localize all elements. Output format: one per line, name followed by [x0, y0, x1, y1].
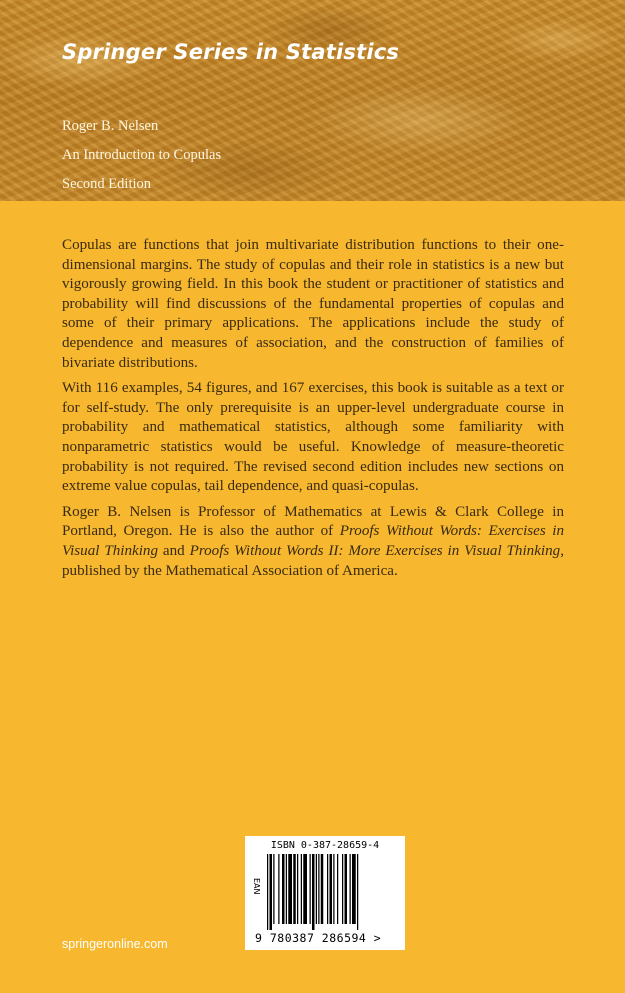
- bio-text-start: Roger B. Nelsen is Professor of Mathematics at Lewis & Clark College in Portland, Oregon. He is also the author of: [62, 503, 564, 540]
- description-paragraph-1: Copulas are functions that join multivariate distribution functions to their one-dimensional margins. The study of copulas and their role in statistics is a new but vigorously growing field. In this book the student or practitioner of statistics and probability will find discussions of the fundamental properties of copulas and some of their primary applications. The applications include the study of dependence and measures of association, and the construction of families of bivariate distributions.: [62, 237, 564, 371]
- book-title: An Introduction to Copulas: [62, 147, 222, 163]
- barcode-bars: [267, 854, 397, 930]
- barcode-digits: 9 780387 286594 >: [255, 931, 382, 945]
- bio-text-end: , published by the Mathematical Association of America.: [62, 542, 564, 579]
- website-link[interactable]: springeronline.com: [62, 937, 168, 951]
- description-text: [62, 236, 564, 587]
- description-paragraph-2: With 116 examples, 54 figures, and 167 exercises, this book is suitable as a text or for self-study. The only prerequisite is an upper-level undergraduate course in probability and mathematical statistics, although some familiarity with nonparametric statistics would be useful. Knowledge of measure-theoretic probability is not required. The revised second edition includes new sections on extreme value copulas, tail dependence, and quasi-copulas.: [62, 380, 564, 495]
- bio-book-2: Proofs Without Words II: More Exercises in Visual Thinking: [189, 542, 561, 559]
- bio-book-1: Proofs Without Words: Exercises in Visual Thinking: [62, 523, 565, 559]
- author-bio-paragraph: [62, 503, 564, 581]
- isbn-label: ISBN 0-387-28659-4: [270, 840, 380, 851]
- barcode-box: [245, 836, 405, 950]
- series-title: Springer Series in Statistics: [62, 40, 400, 64]
- ean-label: EAN: [252, 878, 261, 895]
- author-name: Roger B. Nelsen: [62, 118, 159, 134]
- bio-text-and: and: [158, 542, 190, 559]
- edition-label: Second Edition: [62, 176, 152, 192]
- header-banner: [0, 0, 625, 201]
